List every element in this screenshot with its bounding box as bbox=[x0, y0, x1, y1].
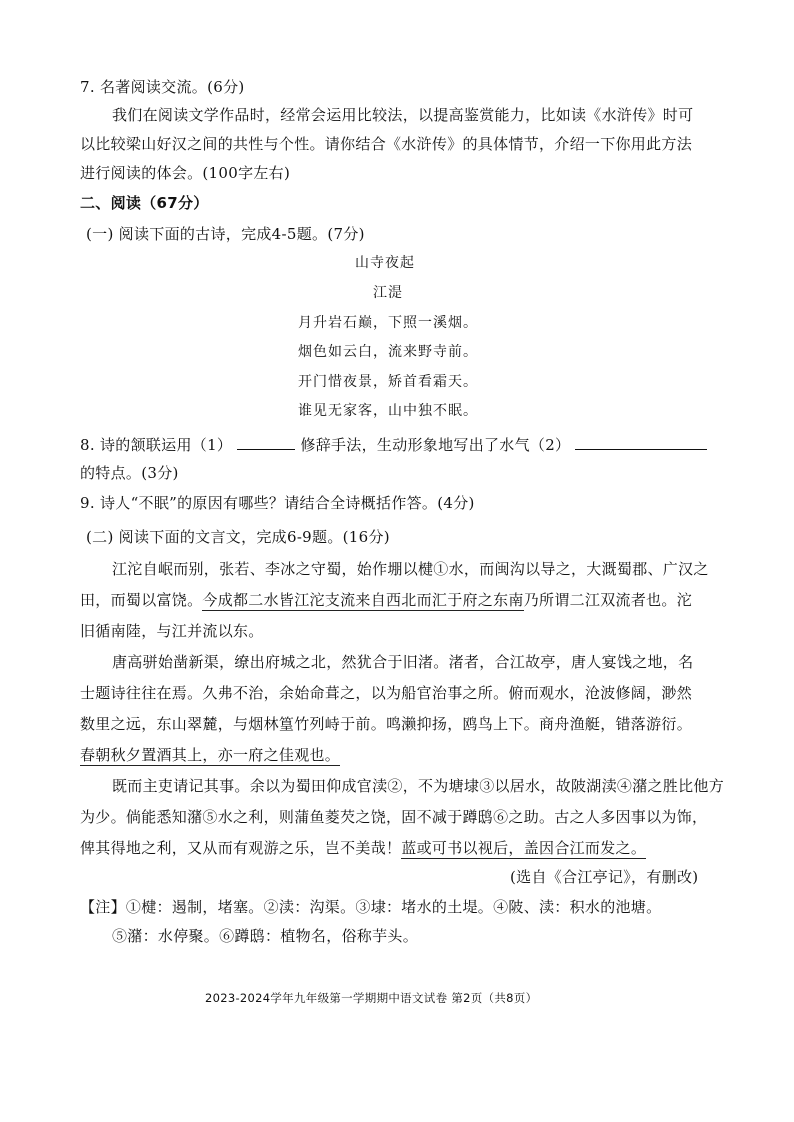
p2-line-3: 数里之远，东山翠麓，与烟林篁竹列峙于前。鸣濑抑扬，鸥鸟上下。商舟渔艇，错落游衍。 bbox=[80, 715, 693, 733]
p2-underlined-sentence: 春朝秋夕置酒其上，亦一府之佳观也。 bbox=[80, 746, 341, 764]
poem-author: 江湜 bbox=[373, 285, 403, 301]
poem-line-1: 月升岩石巅，下照一溪烟。 bbox=[298, 315, 478, 331]
q7-line-1: 我们在阅读文学作品时，经常会运用比较法，以提高鉴赏能力，比如读《水浒传》时可 bbox=[112, 106, 694, 124]
p1-underlined-sentence: 今成都二水皆江沱支流来自西北而汇于府之东南 bbox=[202, 591, 524, 609]
p1-line-2-end: 乃所谓二江双流者也。沱 bbox=[523, 591, 693, 609]
q7-line-3: 进行阅读的体会。(100字左右) bbox=[80, 164, 291, 182]
p3-line-2: 为少。倘能悉知潴⑤水之利，则蒲鱼菱芡之饶，固不减于蹲鸱⑥之助。古之人多因事以为饰， bbox=[80, 808, 708, 826]
p1-line-1: 江沱自岷而别，张若、李冰之守蜀，始作堋以楗①水，而闽沟以导之，大溉蜀郡、广汉之 bbox=[112, 560, 709, 578]
p2-line-1: 唐高骈始凿新渠，缭出府城之北，然犹合于旧渚。渚者，合江故亭，唐人宴饯之地，名 bbox=[112, 653, 694, 671]
q8-answer-blank-1[interactable] bbox=[237, 433, 295, 450]
poem-line-4: 谁见无家客，山中独不眠。 bbox=[298, 403, 478, 419]
q8-line-2: 的特点。(3分) bbox=[80, 464, 179, 482]
poem-line-2: 烟色如云白，流来野寺前。 bbox=[298, 344, 478, 360]
part2-title: (二) 阅读下面的文言文，完成6-9题。(16分) bbox=[86, 528, 390, 546]
section-title-reading: 二、阅读（67分） bbox=[80, 194, 209, 212]
poem-line-3: 开门惜夜景，矫首看霜天。 bbox=[298, 374, 478, 390]
q7-title: 7. 名著阅读交流。(6分) bbox=[80, 78, 245, 96]
p3-line-3 bbox=[80, 838, 646, 858]
page-footer: 2023-2024学年九年级第一学期期中语文试卷 第2页（共8页） bbox=[205, 991, 538, 1005]
source-citation: (选自《合江亭记》，有删改) bbox=[510, 868, 699, 886]
q9-text: 9. 诗人“不眠”的原因有哪些？请结合全诗概括作答。(4分) bbox=[80, 494, 475, 512]
p2-line-2: 士题诗往往在焉。久弗不治，余始命葺之，以为船官治事之所。俯而观水，沧波修阔，渺然 bbox=[80, 684, 693, 702]
q8-text-a: 8. 诗的颔联运用（1） bbox=[80, 436, 233, 454]
p3-line-3-start: 俾其得地之利，又从而有观游之乐，岂不美哉！ bbox=[80, 839, 402, 857]
p1-line-3: 旧循南陸，与江并流以东。 bbox=[80, 622, 264, 640]
q7-line-2: 以比较梁山好汉之间的共性与个性。请你结合《水浒传》的具体情节，介绍一下你用此方法 bbox=[80, 135, 693, 153]
notes-line-2: ⑤潴：水停聚。⑥蹲鸱：植物名，俗称芋头。 bbox=[112, 927, 419, 945]
part1-title: (一) 阅读下面的古诗，完成4-5题。(7分) bbox=[86, 225, 365, 243]
notes-line-1: 【注】①楗：遏制，堵塞。②渎：沟渠。③埭：堵水的土堤。④陂、渎：积水的池塘。 bbox=[80, 898, 662, 916]
poem-title: 山寺夜起 bbox=[355, 255, 415, 271]
p2-line-4 bbox=[80, 745, 340, 765]
p3-underlined-sentence: 蓝或可书以视后，盖因合江而发之。 bbox=[401, 839, 647, 857]
q8-line-1 bbox=[80, 433, 707, 455]
p3-line-1: 既而主吏请记其事。余以为蜀田仰成官渎②，不为塘埭③以居水，故陂湖渎④潴之胜比他方 bbox=[112, 777, 725, 795]
p1-line-2 bbox=[80, 590, 692, 610]
q8-text-b: 修辞手法，生动形象地写出了水气（2） bbox=[300, 436, 571, 454]
q8-answer-blank-2[interactable] bbox=[575, 433, 707, 450]
p1-line-2-start: 田，而蜀以富饶。 bbox=[80, 591, 203, 609]
